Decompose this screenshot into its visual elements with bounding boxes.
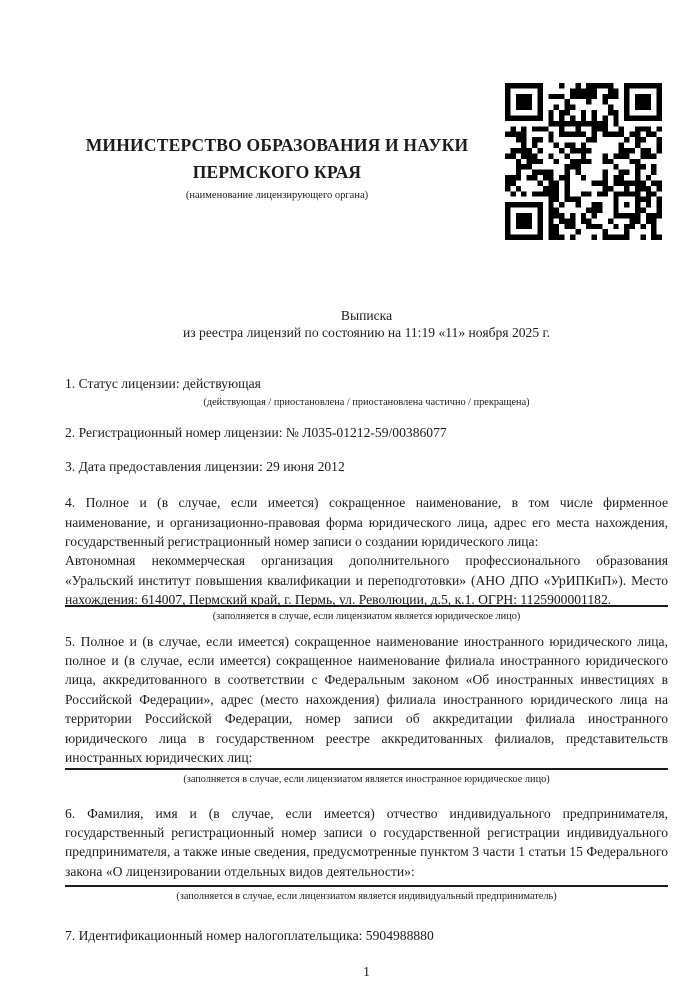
page-number: 1 — [363, 963, 370, 979]
license-date-item — [65, 457, 668, 476]
document-title-line1: Выписка — [340, 308, 393, 323]
legal-entity-item — [65, 493, 668, 622]
legal-entity-label: 4. Полное и (в случае, если имеется) сокращенное наименование, в том числе фирменное наименование, и организационно-правовая форма юридического лица, адрес его места нахождения, государственный регистрационный номер записи о создании юридического лица: — [65, 495, 668, 550]
legal-entity-note: (заполняется в случае, если лицензиатом является юридическое лицо) — [212, 610, 521, 622]
qr-code-icon — [505, 83, 662, 240]
individual-entrepreneur-label: 6. Фамилия, имя и (в случае, если имеется) отчество индивидуального предпринимателя, государственный регистрационный номер записи о государственной регистрации индивидуального предпринимателя, а также иные сведения, предусмотренные пунктом 3 части 1 статьи 15 Федерального закона «О лицензировании отдельных видов деятельности»: — [65, 805, 668, 879]
individual-entrepreneur-underline — [65, 885, 668, 887]
registration-number-item — [65, 423, 668, 442]
foreign-entity-note: (заполняется в случае, если лицензиатом является иностранное юридическое лицо) — [183, 773, 550, 785]
foreign-entity-item — [65, 632, 668, 786]
authority-caption: (наименование лицензирующего органа) — [185, 190, 369, 201]
foreign-entity-underline — [65, 768, 668, 770]
registration-number-text: 2. Регистрационный номер лицензии: № Л035-01212-59/00386077 — [65, 425, 447, 441]
taxpayer-number-item — [65, 926, 668, 945]
licensing-authority-header — [65, 132, 489, 202]
document-title-line2: из реестра лицензий по состоянию на 11:19 «11» ноября 2025 г. — [182, 324, 550, 340]
document-title — [65, 308, 668, 341]
license-status-text: 1. Статус лицензии: действующая — [65, 376, 261, 391]
foreign-entity-label: 5. Полное и (в случае, если имеется) сокращенное наименование иностранного юридического лица, полное и (в случае, если имеется) сокращенное наименование филиала иностранного юридического лица, аккредитованного в соответствии с Федеральным законом «Об иностранных инвестициях в Российской Федерации», адрес (место нахождения) филиала иностранного юридического лица на территории Российской Федерации, номер записи об аккредитации филиала иностранного юридического лица в государственном реестре аккредитованных филиалов, представительств иностранных юридических лиц: — [65, 633, 668, 766]
license-status-item — [65, 374, 668, 409]
taxpayer-number-text: 7. Идентификационный номер налогоплательщика: 5904988880 — [65, 928, 434, 944]
individual-entrepreneur-note: (заполняется в случае, если лицензиатом является индивидуальный предприниматель) — [176, 891, 557, 903]
legal-entity-value: Автономная некоммерческая организация дополнительного профессионального образования «Уральский институт повышения квалификации и переподготовки» (АНО ДПО «УрИПКиП»). Место нахождения: 614007, Пермский край, г. Пермь, ул. Революции, д.5, к.1. ОГРН: 1125900001182. — [65, 553, 668, 608]
license-date-text: 3. Дата предоставления лицензии: 29 июня 2012 — [65, 458, 345, 474]
authority-name-line2: ПЕРМСКОГО КРАЯ — [192, 162, 362, 182]
individual-entrepreneur-item — [65, 804, 668, 904]
document-body — [65, 308, 668, 981]
authority-name-line1: МИНИСТЕРСТВО ОБРАЗОВАНИЯ И НАУКИ — [85, 135, 469, 155]
license-status-note: (действующая / приостановлена / приостановлена частично / прекращена) — [203, 397, 530, 409]
